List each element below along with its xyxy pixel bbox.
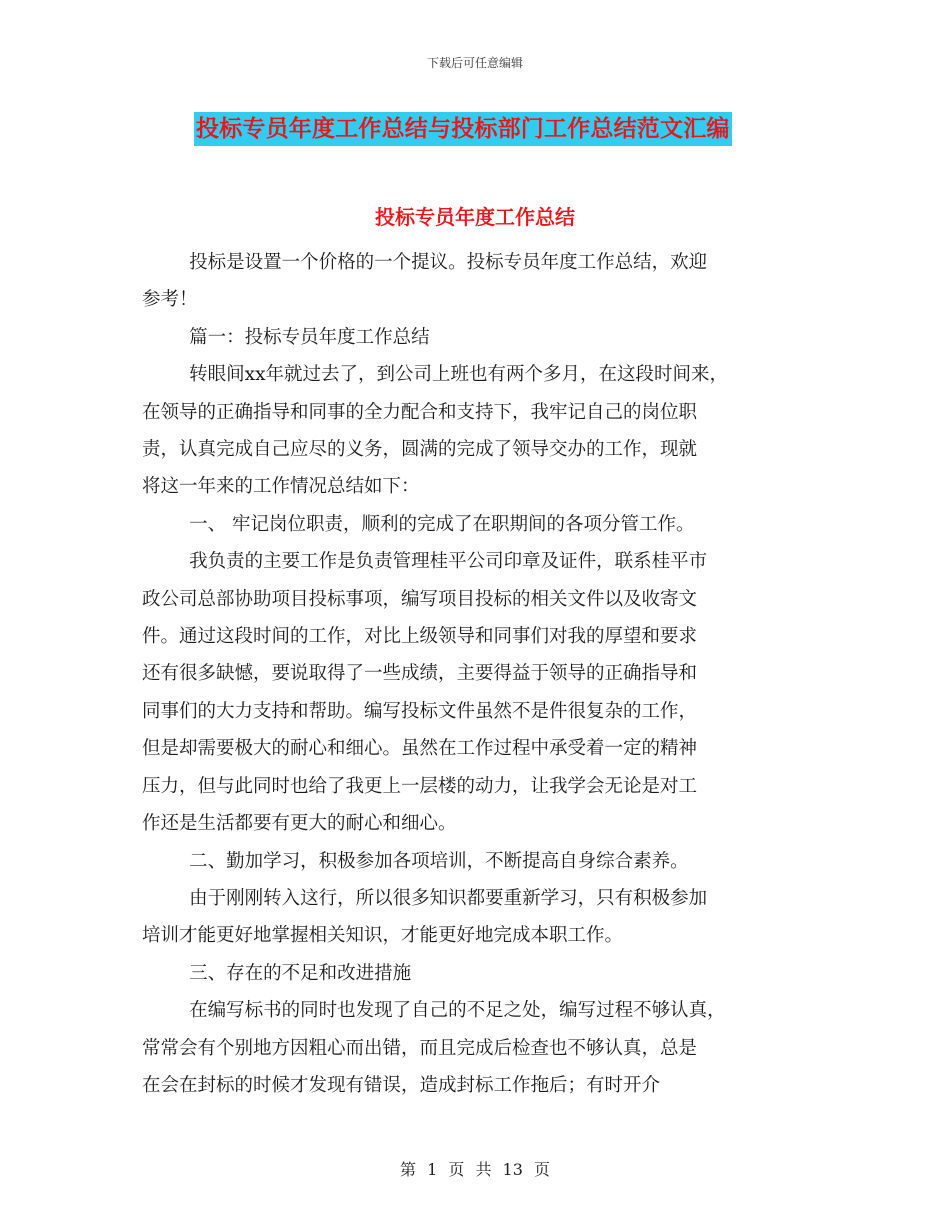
paragraph-heading-three: 三、存在的不足和改进措施 [189,962,412,984]
paragraph-intro: 投标是设置一个价格的一个提议。投标专员年度工作总结，欢迎 参考！ [142,252,708,311]
paragraph: 在编写标书的同时也发现了自己的不足之处，编写过程不够认真， 常常会有个别地方因粗心而出错，而且完成后检查也不够认真，总是 在会在封标的时候才发现有错误，造成封标工作拖后；有时开介 [142,1000,726,1096]
paragraph: 转眼间xx年就过去了，到公司上班也有两个多月，在这段时间来， 在领导的正确指导和同事的全力配合和支持下，我牢记自己的岗位职 责，认真完成自己应尽的义务，圆满的完成了领导交办的工作，现就 将这一年来的工作情况总结如下： [142,364,729,498]
paragraph-heading-two: 二、勤加学习，积极参加各项培训，不断提高自身综合素养。 [189,850,689,872]
paragraph: 我负责的主要工作是负责管理桂平公司印章及证件，联系桂平市 政公司总部协助项目投标事项，编写项目投标的相关文件以及收寄文 件。通过这段时间的工作，对比上级领导和同事们对我的厚望和要求 还有很多缺憾，要说取得了一些成绩，主要得益于领导的正确指导和 同事们的大力支持和帮助。编写投标文件虽然不是件很复杂的工作， 但是却需要极大的耐心和细心。虽然在工作过程中承受着一定的精神 压力，但与此同时也给了我更上一层楼的动力，让我学会无论是对工 作还是生活都要有更大的耐心和细心。 [142,551,708,835]
paragraph-heading-one: 一、 牢记岗位职责，顺利的完成了在职期间的各项分管工作。 [189,513,695,535]
paragraph-heading-part-one: 篇一：投标专员年度工作总结 [189,326,430,348]
document-body [142,244,822,1104]
main-title: 投标专员年度工作总结与投标部门工作总结范文汇编 [196,115,730,142]
main-title-highlight [194,112,732,146]
section-title: 投标专员年度工作总结 [375,205,575,229]
paragraph: 由于刚刚转入这行，所以很多知识都要重新学习，只有积极参加 培训才能更好地掌握相关知识，才能更好地完成本职工作。 [142,887,708,947]
page-number-footer: 第 1 页 共 13 页 [400,1160,550,1179]
header-note: 下载后可任意编辑 [426,56,523,70]
